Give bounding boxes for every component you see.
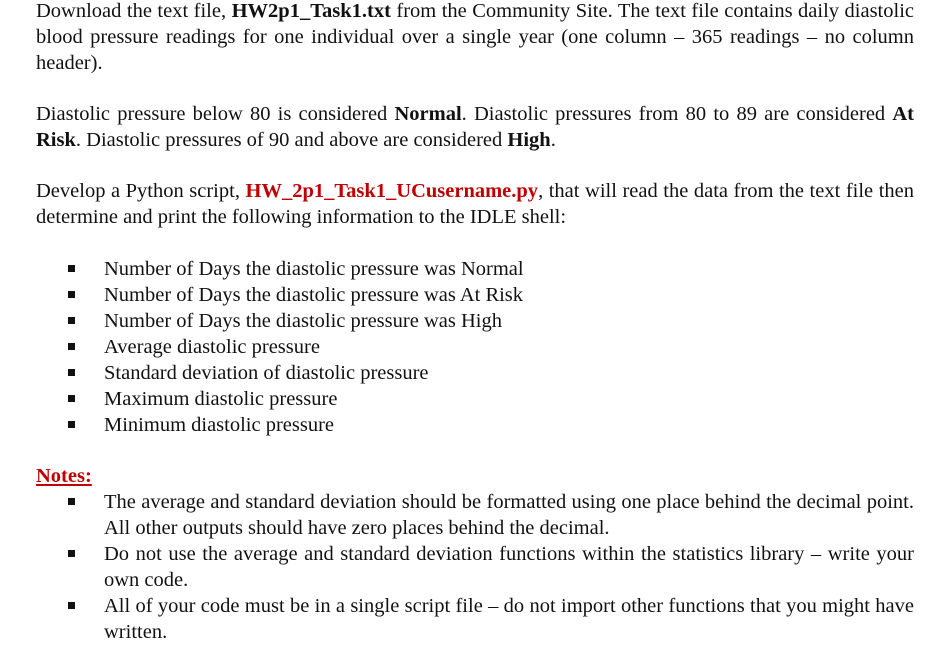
list-item bbox=[0, 593, 914, 645]
list-item-text: The average and standard deviation should be formatted using one place behind the decimal point. All other outputs should have zero places behind the decimal. bbox=[104, 491, 914, 539]
develop-text: Develop a Python script, bbox=[36, 180, 246, 202]
list-item bbox=[0, 308, 914, 334]
develop-paragraph bbox=[36, 178, 914, 230]
list-item-text: Number of Days the diastolic pressure was At Risk bbox=[104, 284, 524, 306]
bullet-icon bbox=[68, 291, 75, 298]
intro-text-cont: from the Community Site. The text file contains daily diastolic blood pressure readings for one individual over a single year (one column – 365 readings – no column header). bbox=[36, 0, 914, 74]
intro-text: Download the text file, bbox=[36, 0, 232, 22]
list-item bbox=[0, 541, 914, 593]
bullet-icon bbox=[68, 602, 75, 609]
list-item bbox=[0, 282, 914, 308]
bullet-icon bbox=[68, 369, 75, 376]
list-item bbox=[0, 412, 914, 438]
at-risk-label: At Risk bbox=[36, 103, 914, 151]
normal-label: Normal bbox=[394, 103, 462, 125]
data-filename: HW2p1_Task1.txt bbox=[231, 0, 391, 22]
list-item bbox=[0, 256, 914, 282]
list-item-text: Number of Days the diastolic pressure was Normal bbox=[104, 258, 524, 280]
list-item-text: All of your code must be in a single script file – do not import other functions that you might have written. bbox=[104, 595, 914, 643]
categories-text-4: . bbox=[550, 129, 556, 151]
outputs-list bbox=[0, 256, 914, 438]
categories-paragraph bbox=[36, 101, 914, 153]
list-item-text: Average diastolic pressure bbox=[104, 336, 320, 358]
list-item-text: Number of Days the diastolic pressure was High bbox=[104, 310, 502, 332]
bullet-icon bbox=[68, 395, 75, 402]
categories-text: Diastolic pressure below 80 is considered bbox=[36, 103, 395, 125]
categories-text-3: . Diastolic pressures of 90 and above are considered bbox=[75, 129, 508, 151]
list-item bbox=[0, 386, 914, 412]
high-label: High bbox=[507, 129, 551, 151]
list-item-text: Do not use the average and standard deviation functions within the statistics library – write your own code. bbox=[104, 543, 914, 591]
notes-heading-text: Notes: bbox=[36, 465, 92, 487]
bullet-icon bbox=[68, 498, 75, 505]
develop-text-cont: , that will read the data from the text file then determine and print the following information to the IDLE shell: bbox=[36, 180, 914, 228]
notes-heading bbox=[36, 463, 92, 489]
list-item-text: Minimum diastolic pressure bbox=[104, 414, 335, 436]
script-filename: HW_2p1_Task1_UCusername.py bbox=[245, 180, 539, 202]
bullet-icon bbox=[68, 421, 75, 428]
intro-paragraph bbox=[36, 0, 914, 76]
bullet-icon bbox=[68, 265, 75, 272]
list-item bbox=[0, 360, 914, 386]
bullet-icon bbox=[68, 317, 75, 324]
list-item bbox=[0, 489, 914, 541]
list-item-text: Maximum diastolic pressure bbox=[104, 388, 338, 410]
list-item-text: Standard deviation of diastolic pressure bbox=[104, 362, 429, 384]
notes-list bbox=[0, 489, 914, 645]
list-item bbox=[0, 334, 914, 360]
bullet-icon bbox=[68, 343, 75, 350]
bullet-icon bbox=[68, 550, 75, 557]
categories-text-2: . Diastolic pressures from 80 to 89 are considered bbox=[461, 103, 893, 125]
